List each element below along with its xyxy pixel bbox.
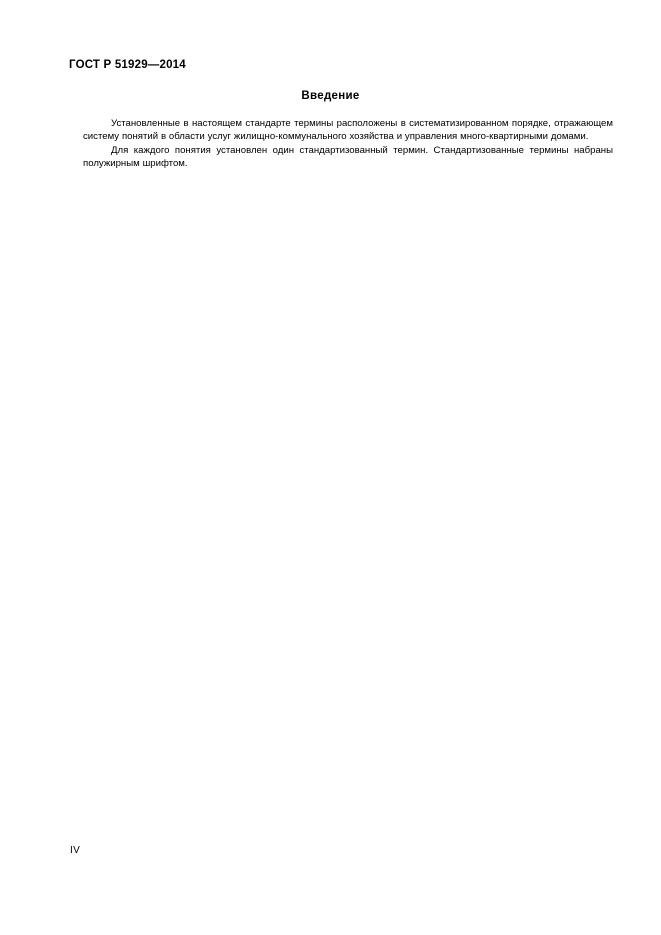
section-title-introduction: Введение	[301, 90, 360, 102]
body-text-block	[83, 117, 613, 171]
paragraph-2: Для каждого понятия установлен один стандартизованный термин. Стандартизованные термины набраны полужирным шрифтом.	[83, 144, 613, 170]
standard-designation-header: ГОСТ Р 51929—2014	[69, 59, 186, 71]
page-number: IV	[70, 845, 81, 856]
paragraph-1: Установленные в настоящем стандарте термины расположены в систематизированном порядке, отражающем систему понятий в области услуг жилищно-коммунального хозяйства и управления много-квартирными домами.	[83, 118, 613, 143]
